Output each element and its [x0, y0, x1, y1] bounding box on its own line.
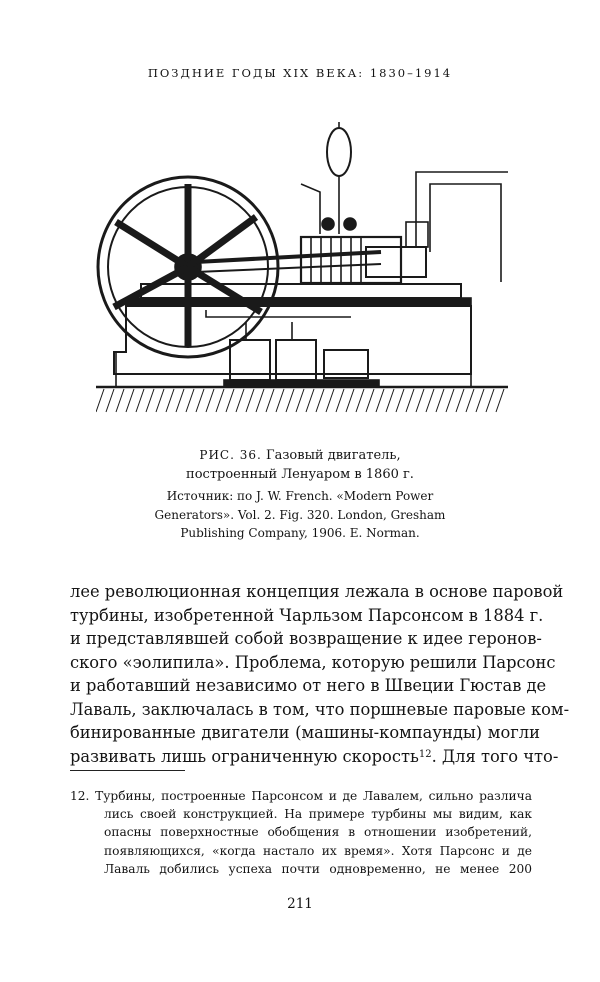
paragraph-line: турбины, изобретенной Чарльзом Парсонсом в 1884 г.	[70, 605, 544, 625]
footnote-line: 12. Турбины, построенные Парсонсом и де Лавалем, сильно различа	[70, 789, 532, 803]
caption-title-line2: построенный Ленуаром в 1860 г.	[186, 467, 414, 482]
footnote-block	[70, 787, 532, 878]
paragraph-line: Лаваль, заключалась в том, что поршневые паровые ком-	[70, 699, 570, 719]
page-number: 211	[287, 896, 313, 912]
running-header: ПОЗДНИЕ ГОДЫ XIX ВЕКА: 1830–1914	[147, 66, 453, 80]
footnote-separator	[70, 770, 185, 771]
paragraph-line: и представлявшей собой возвращение к идее геронов-	[70, 629, 542, 648]
lenoir-gas-engine-drawing	[96, 112, 508, 420]
caption-title-line1	[0, 446, 600, 465]
footnote-line: появляющихся, «когда настало их время». Хотя Парсонс и де	[104, 843, 532, 858]
paragraph-line: и работавший независимо от него в Швеции Гюстав де	[70, 676, 547, 695]
footnote-line: Лаваль добились успеха почти одновременно, не менее 200	[104, 861, 532, 876]
last-line-tail: . Для того что-	[431, 746, 559, 766]
main-paragraph	[70, 580, 570, 768]
paragraph-line: ского «эолипила». Проблема, которую решили Парсонс	[70, 652, 556, 672]
figure-caption	[0, 446, 600, 543]
paragraph-last-line	[70, 745, 559, 769]
caption-source-line1: Источник: по J. W. French. «Modern Power	[166, 489, 434, 503]
footnote-line: лись своей конструкцией. На примере турбины мы видим, как	[104, 807, 532, 822]
footnote-reference[interactable]: 12	[418, 748, 432, 760]
caption-source	[0, 487, 600, 543]
last-line-text: развивать лишь ограниченную скорость	[70, 746, 419, 766]
paragraph-line: бинированные двигатели (машины-компаунды) могли	[70, 723, 540, 742]
footnote-line: опасны поверхностные обобщения в отношении изобретений,	[104, 825, 532, 840]
figure-title-part1: Газовый двигатель,	[265, 448, 401, 463]
caption-source-line3: Publishing Company, 1906. E. Norman.	[180, 526, 420, 540]
caption-source-line2: Generators». Vol. 2. Fig. 320. London, Gresham	[154, 507, 446, 522]
figure-label: РИС. 36.	[199, 448, 262, 462]
paragraph-line: лее революционная концепция лежала в основе паровой	[70, 582, 564, 601]
figure-lenoir-engine-illustration	[96, 112, 508, 420]
